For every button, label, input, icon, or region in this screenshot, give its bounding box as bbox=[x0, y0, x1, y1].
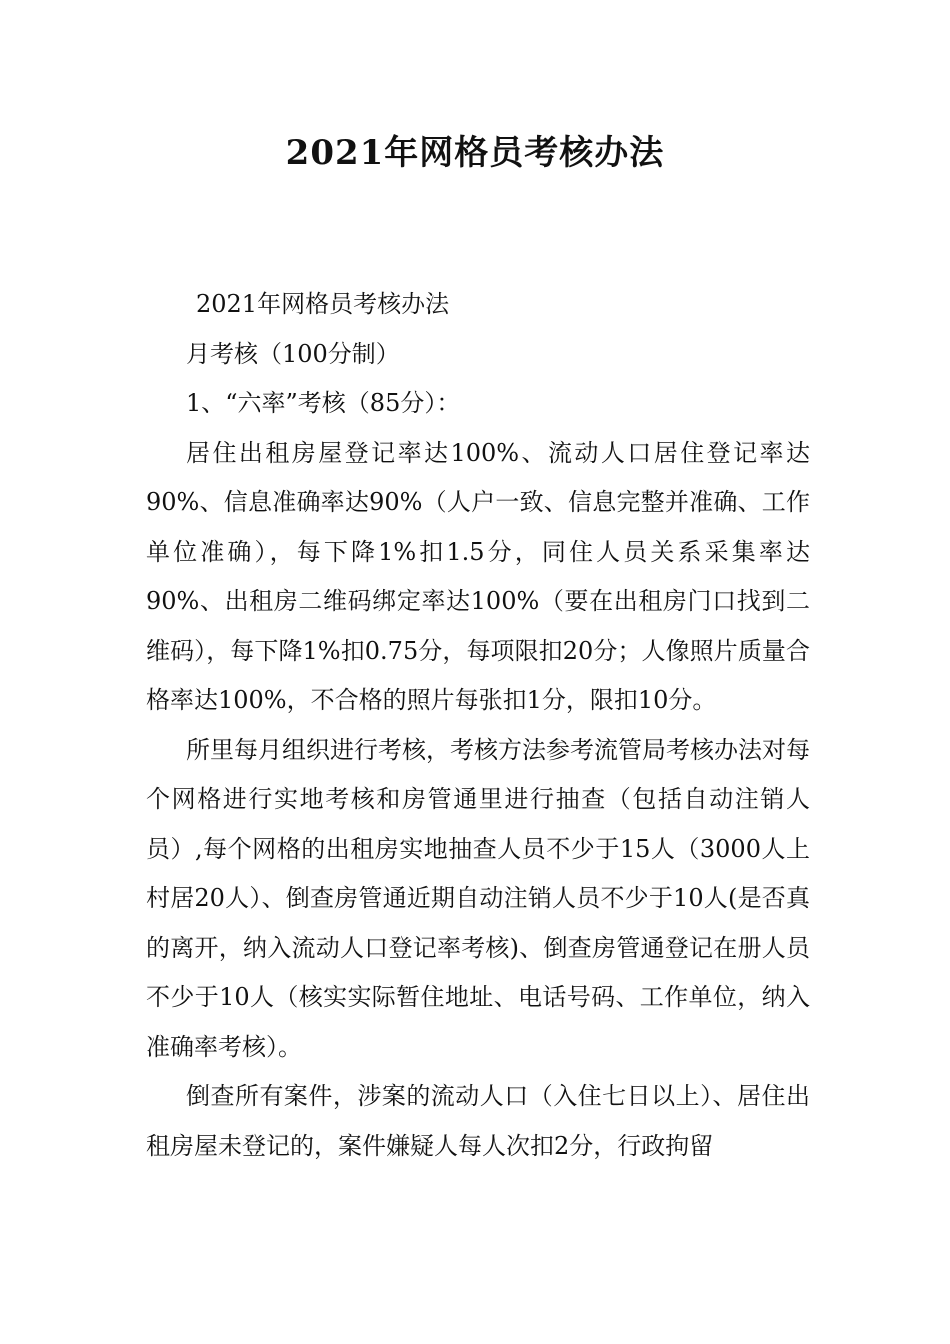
paragraph-subtitle: 2021年网格员考核办法 bbox=[196, 290, 450, 318]
paragraph-assessment-method: 所里每月组织进行考核，考核方法参考流管局考核办法对每个网格进行实地考核和房管通里进行抽查（包括自动注销人员）,每个网格的出租房实地抽查人员不少于15人（3000人上村居20人）、倒查房管通近期自动注销人员不少于10人(是否真的离开，纳入流动人口登记率考核)、倒查房管通登记在册人员不少于10人（核实实际暂住地址、电话号码、工作单位，纳入准确率考核）。 bbox=[146, 735, 810, 1061]
paragraph-rates-rules: 居住出租房屋登记率达100%、流动人口居住登记率达90%、信息准确率达90%（人户一致、信息完整并准确、工作单位准确），每下降1%扣1.5分，同住人员关系采集率达90%、出租房二维码绑定率达100%（要在出租房门口找到二维码），每下降1%扣0.75分，每项限扣20分；人像照片质量合格率达100%，不合格的照片每张扣1分，限扣10分。 bbox=[146, 438, 810, 714]
paragraph-six-rates-heading: 1、“六率”考核（85分）： bbox=[186, 389, 461, 417]
paragraph-case-review: 倒查所有案件，涉案的流动人口（入住七日以上）、居住出租房屋未登记的，案件嫌疑人每人次扣2分，行政拘留 bbox=[146, 1082, 810, 1160]
paragraph-monthly-assessment: 月考核（100分制） bbox=[186, 339, 400, 368]
document-body bbox=[146, 280, 810, 1171]
document-title: 2021年网格员考核办法 bbox=[285, 133, 665, 173]
